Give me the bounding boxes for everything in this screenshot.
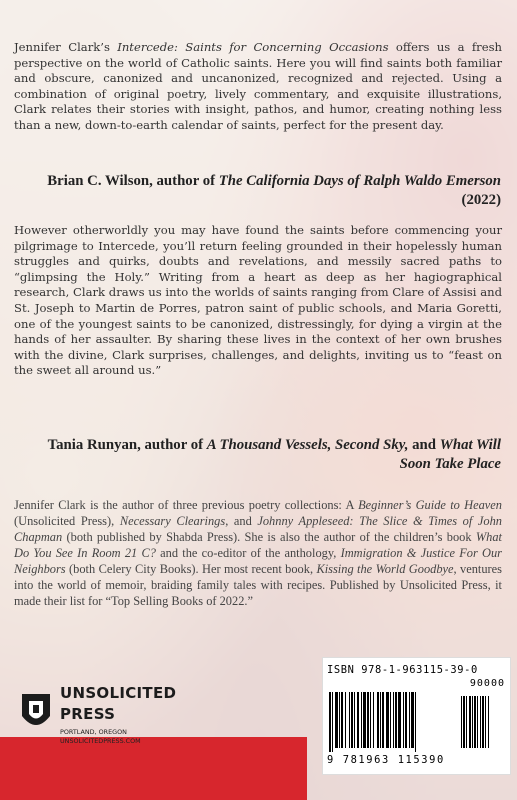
bio-text-1: Jennifer Clark is the author of three previous poetry collections: A bbox=[14, 498, 359, 512]
review-2-attribution bbox=[31, 436, 501, 474]
barcode-bars-icon bbox=[329, 692, 504, 752]
bio-book-4: What Do You See In Room 21 C? bbox=[14, 530, 502, 560]
publisher-name-line-2: PRESS bbox=[60, 705, 116, 723]
publisher-name-line-1: UNSOLICITED bbox=[60, 684, 177, 702]
publisher-logo-icon bbox=[18, 690, 54, 734]
price-addon-code: 90000 bbox=[469, 678, 505, 689]
author-bio bbox=[14, 497, 502, 609]
review-1-attribution bbox=[31, 172, 501, 210]
barcode-box bbox=[322, 657, 511, 775]
reviewer-1-work: The California Days of Ralph Waldo Emerson bbox=[218, 173, 501, 189]
bio-book-2: Necessary Clearings bbox=[119, 514, 226, 528]
bio-text-5: and the co-editor of the anthology, bbox=[155, 546, 341, 560]
reviewer-1-year: (2022) bbox=[461, 192, 501, 208]
bio-book-3: Johnny Appleseed: The Slice & Times of John Chapman bbox=[14, 514, 502, 544]
reviewer-2-work-2: What Will Soon Take Place bbox=[399, 437, 501, 472]
review-1-text bbox=[14, 40, 502, 134]
review-2-text: However otherworldly you may have found the saints before commencing your pilgrimage to Intercede, you’ll return feeling grounded in their hopelessly human struggles and quirks, doubts and revelations, and messily sacred paths to “glimpsing the Holy.” Writing from a heart as deep as her hagiographical research, Clark draws us into the worlds of saints ranging from Clare of Assisi and St. Joseph to Martin de Porres, patron saint of public schools, and Maria Goretti, one of the youngest saints to be canonized, distressingly, for dying a virgin at the hands of her assaulter. By sharing these lives in the context of her own brushes with the divine, Clark surprises, challenges, and delights, inviting us to “feast on the sweet all around us.” bbox=[14, 223, 502, 378]
publisher-url: UNSOLICITEDPRESS.COM bbox=[60, 737, 141, 745]
bio-text-4: (both published by Shabda Press). She is also the author of the children’s book bbox=[62, 530, 476, 544]
publisher-city: PORTLAND, OREGON bbox=[60, 728, 127, 736]
bio-book-6: Kissing the World Goodbye bbox=[316, 562, 454, 576]
bio-book-5: Immigration & Justice For Our Neighbors bbox=[14, 546, 503, 576]
bio-text-2: (Unsolicited Press), bbox=[14, 514, 120, 528]
isbn-label: ISBN 978-1-963115-39-0 bbox=[327, 664, 478, 676]
bio-text-3: , and bbox=[225, 514, 258, 528]
review-1-body: offers us a fresh perspective on the world of Catholic saints. Here you will find saints both familiar and obscure, canonized and uncanonized, recognized and rejected. Using a combination of original poetry, lively commentary, and exquisite illustrations, Clark relates their stories with insight, pathos, and humor, creating nothing less than a new, down-to-earth calendar of saints, perfect for the present day. bbox=[14, 40, 502, 132]
barcode-digits: 9 781963 115390 bbox=[327, 754, 445, 766]
reviewer-1-name: Brian C. Wilson, author of bbox=[47, 173, 219, 189]
reviewer-2-and: and bbox=[408, 437, 440, 453]
bio-book-1: Beginner’s Guide to Heaven bbox=[358, 498, 502, 512]
red-accent-bar bbox=[0, 737, 307, 800]
reviewer-2-work-1: A Thousand Vessels, Second Sky, bbox=[206, 437, 409, 453]
bio-text-6: (both Celery City Books). Her most recent book, bbox=[65, 562, 317, 576]
book-title: Intercede: Saints for Concerning Occasions bbox=[117, 40, 389, 54]
bio-text-7: , ventures into the world of memoir, braiding family tales with recipes. Published by Unsolicited Press, it made their list for “Top Selling Books of 2022.” bbox=[14, 562, 503, 608]
reviewer-2-name: Tania Runyan, author of bbox=[47, 437, 207, 453]
review-1-intro: Jennifer Clark’s bbox=[14, 40, 118, 54]
